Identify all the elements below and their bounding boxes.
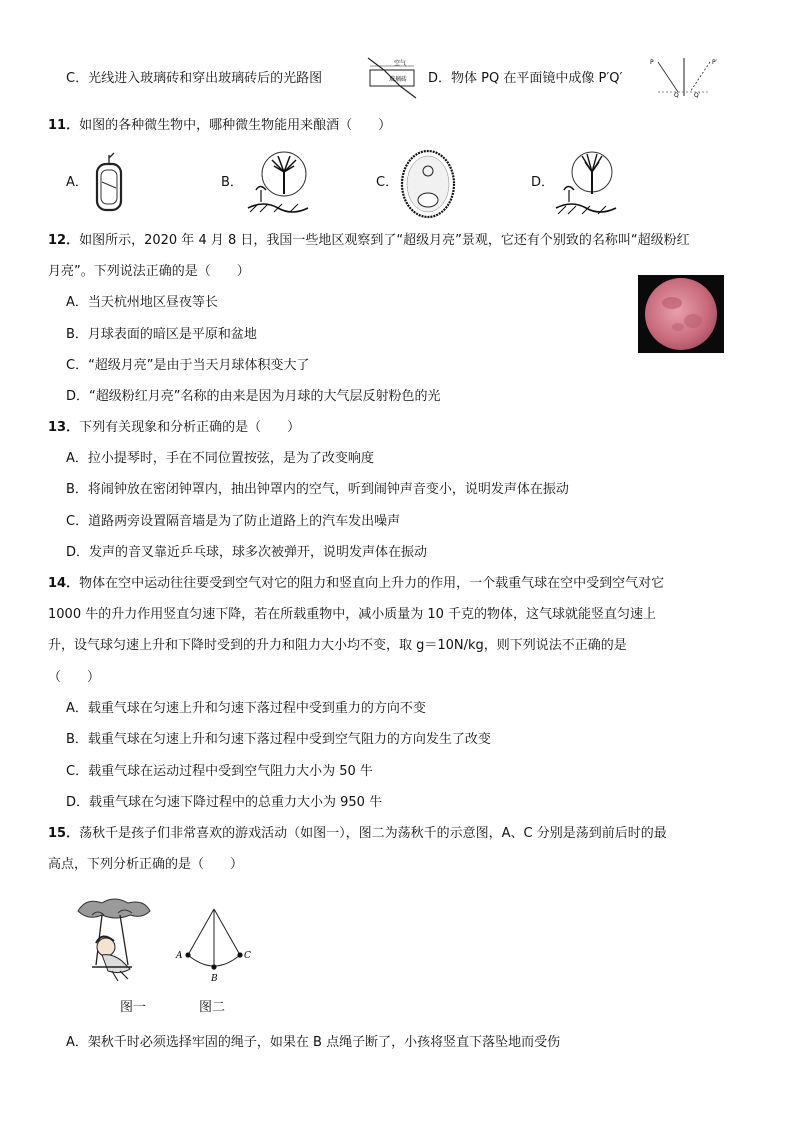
q11-text: 如图的各种微生物中，哪种微生物能用来酿酒（ ） xyxy=(79,118,392,133)
q12-text-1: 如图所示，2020 年 4 月 8 日，我国一些地区观察到了“超级月亮”景观，它还有个别致的名称叫“超级粉红 xyxy=(79,233,690,248)
penicillium-illustration xyxy=(554,150,620,218)
q14-option-d: D．载重气球在匀速下降过程中的总重力大小为 950 牛 xyxy=(66,795,383,810)
fig-q2-label: Q′ xyxy=(694,92,701,98)
q14-option-b: B．载重气球在匀速上升和匀速下落过程中受到空气阻力的方向发生了改变 xyxy=(66,732,491,747)
q11-number: 11． xyxy=(48,118,80,133)
q11-stem xyxy=(48,117,391,135)
q12-number: 12． xyxy=(48,233,80,248)
q13-number: 13． xyxy=(48,420,80,435)
mushroom-mold-illustration xyxy=(244,150,312,218)
q14-option-c: C．载重气球在运动过程中受到空气阻力大小为 50 牛 xyxy=(66,764,373,779)
q14-number: 14． xyxy=(48,576,80,591)
point-c-label: C xyxy=(244,951,251,961)
q15-stem-line1 xyxy=(48,825,667,843)
q15-stem-line2: 高点，下列分析正确的是（ ） xyxy=(48,857,244,872)
q13-option-a: A．拉小提琴时，手在不同位置按弦，是为了改变响度 xyxy=(66,451,374,466)
yeast-cell-illustration xyxy=(398,148,458,220)
q12-option-c: C．“超级月亮”是由于当天月球体积变大了 xyxy=(66,358,310,373)
q13-option-c: C．道路两旁设置隔音墙是为了防止道路上的汽车发出噪声 xyxy=(66,514,401,529)
q15-option-a: A．架秋千时必须选择牢固的绳子，如果在 B 点绳子断了，小孩将竖直下落坠地而受伤 xyxy=(66,1035,561,1050)
paramecium-illustration xyxy=(90,152,128,216)
point-b-label: B xyxy=(211,974,218,984)
glass-brick-light-path-figure xyxy=(362,56,422,102)
child-on-swing-illustration xyxy=(72,895,154,987)
q14-stem-line1 xyxy=(48,575,664,593)
figure-2-caption: 图二 xyxy=(199,1000,226,1015)
q11-option-a-label: A． xyxy=(66,175,88,190)
q10-option-c: C．光线进入玻璃砖和穿出玻璃砖后的光路图 xyxy=(66,71,323,86)
fig-q-label: Q xyxy=(674,92,679,98)
q13-text: 下列有关现象和分析正确的是（ ） xyxy=(79,420,301,435)
q15-text-1: 荡秋千是孩子们非常喜欢的游戏活动（如图一），图二为荡秋千的示意图，A、C 分别是荡到前后时的最 xyxy=(79,826,667,841)
fig-air-label: 空气 xyxy=(394,60,407,67)
q12-stem-line1 xyxy=(48,232,690,250)
figure-1-caption: 图一 xyxy=(120,1000,147,1015)
plane-mirror-image-figure xyxy=(648,56,722,98)
fig-p2-label: P′ xyxy=(712,59,717,66)
q14-stem-line4: （ ） xyxy=(48,670,101,685)
q12-option-b: B．月球表面的暗区是平原和盆地 xyxy=(66,327,257,342)
q14-text-1: 物体在空中运动往往要受到空气对它的阻力和竖直向上升力的作用，一个载重气球在空中受到空气对它 xyxy=(79,576,665,591)
q15-number: 15． xyxy=(48,826,80,841)
q10-option-d: D．物体 PQ 在平面镜中成像 P′Q′ xyxy=(428,71,623,86)
q13-stem xyxy=(48,419,300,437)
fig-p-label: P xyxy=(650,59,654,66)
q14-stem-line3: 升，设气球匀速上升和下降时受到的升力和阻力大小均不变，取 g＝10N/kg，则下列说法不正确的是 xyxy=(48,638,627,653)
pink-moon-photo xyxy=(638,275,724,353)
q11-option-b-label: B． xyxy=(221,175,243,190)
swing-diagram xyxy=(170,905,260,985)
q12-option-a: A．当天杭州地区昼夜等长 xyxy=(66,295,218,310)
q14-stem-line2: 1000 牛的升力作用竖直匀速下降，若在所载重物中，减小质量为 10 千克的物体，这气球就能竖直匀速上 xyxy=(48,607,657,622)
q14-option-a: A．载重气球在匀速上升和匀速下落过程中受到重力的方向不变 xyxy=(66,701,426,716)
point-a-label: A xyxy=(176,951,183,961)
q12-option-d: D．“超级粉红月亮”名称的由来是因为月球的大气层反射粉色的光 xyxy=(66,389,441,404)
q11-option-d-label: D． xyxy=(531,175,555,190)
q13-option-d: D．发声的音叉靠近乒乓球，球多次被弹开，说明发声体在振动 xyxy=(66,545,428,560)
q11-option-c-label: C． xyxy=(376,175,399,190)
q13-option-b: B．将闹钟放在密闭钟罩内，抽出钟罩内的空气，听到闹钟声音变小，说明发声体在振动 xyxy=(66,482,569,497)
fig-glass-label: 玻璃砖 xyxy=(389,76,408,83)
q12-stem-line2: 月亮”。下列说法正确的是（ ） xyxy=(48,264,250,279)
